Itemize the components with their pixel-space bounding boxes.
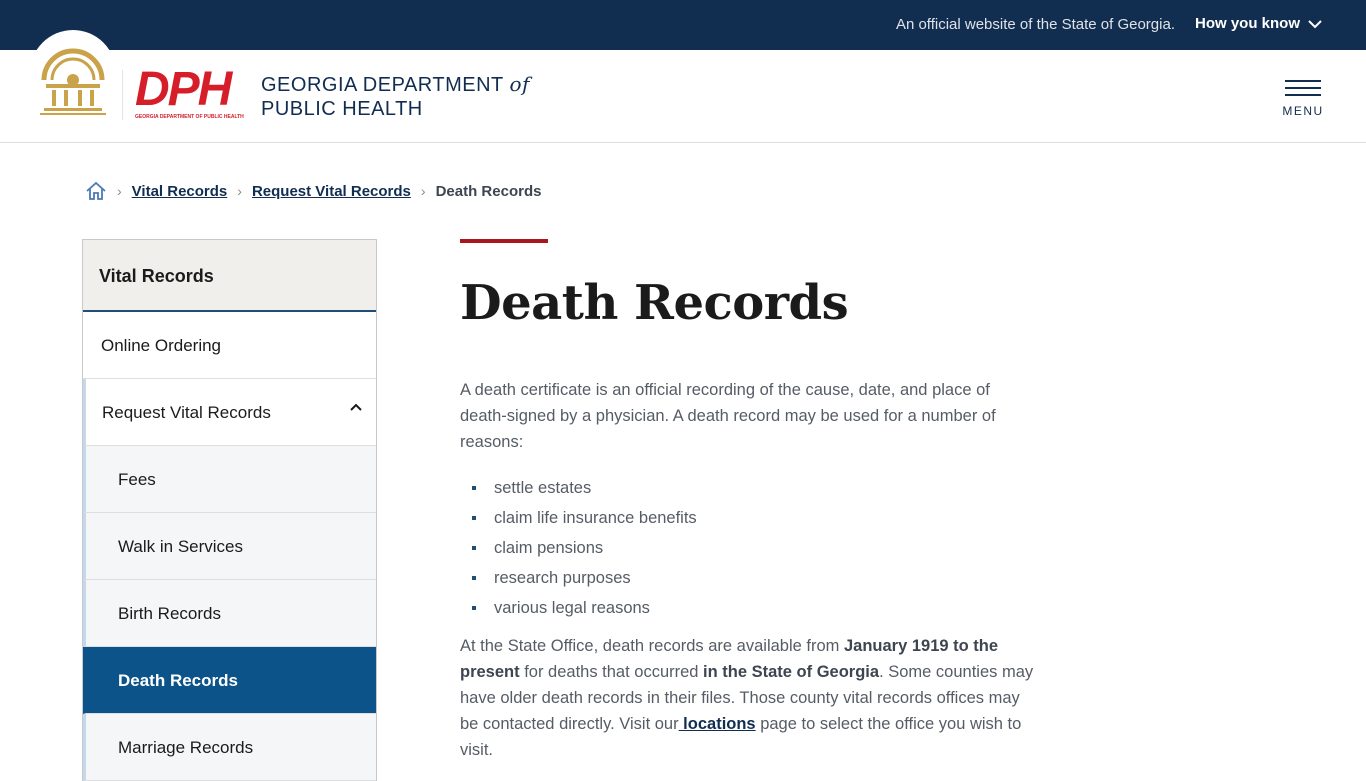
logo-divider <box>122 70 123 120</box>
chevron-up-icon[interactable] <box>350 401 362 413</box>
dph-logo-text: DPH <box>135 63 231 116</box>
breadcrumb <box>85 180 541 202</box>
site-header <box>0 50 1366 143</box>
breadcrumb-link-request-vital-records[interactable]: Request Vital Records <box>251 182 411 200</box>
sidenav-item-label: Request Vital Records <box>102 403 271 422</box>
reasons-list <box>460 473 1040 623</box>
sidenav-subitem-birth-records[interactable]: Birth Records <box>83 580 376 647</box>
sidenav-subitem-walk-in-services[interactable]: Walk in Services <box>83 513 376 580</box>
availability-text-1: At the State Office, death records are available from <box>460 637 844 655</box>
georgia-seal-logo[interactable] <box>30 30 116 116</box>
sidenav-item-request-vital-records[interactable] <box>83 379 376 446</box>
chevron-down-icon <box>1308 19 1322 29</box>
availability-scope: in the State of Georgia <box>703 663 880 681</box>
dph-logo-subtext: GEORGIA DEPARTMENT OF PUBLIC HEALTH <box>135 114 244 120</box>
home-icon[interactable] <box>85 180 107 202</box>
sidenav-subitem-marriage-records[interactable]: Marriage Records <box>83 714 376 781</box>
agency-name-line1: GEORGIA DEPARTMENT <box>261 74 504 96</box>
availability-text-4: page to select the office you wish to visit. <box>460 715 1022 759</box>
availability-paragraph <box>460 633 1040 763</box>
list-item: various legal reasons <box>460 593 1040 623</box>
agency-name-line2: PUBLIC HEALTH <box>261 98 423 120</box>
page-title: Death Records <box>460 275 849 331</box>
list-item: research purposes <box>460 563 1040 593</box>
availability-text-3: . Some counties may have older death records in their files. Those county vital records offices may be contacted directly. Visit our <box>460 663 1034 733</box>
how-you-know-label: How you know <box>1195 15 1300 32</box>
title-accent-line <box>460 239 548 243</box>
locations-link[interactable]: locations <box>678 715 756 733</box>
georgia-seal-icon <box>38 40 108 116</box>
chevron-right-icon: › <box>420 183 426 199</box>
how-you-know-button[interactable] <box>1195 15 1322 32</box>
chevron-right-icon: › <box>117 183 122 199</box>
list-item: claim life insurance benefits <box>460 503 1040 533</box>
dph-logo[interactable] <box>133 63 245 124</box>
intro-paragraph: A death certificate is an official recording of the cause, date, and place of death-signed by a physician. A death record may be used for a number of reasons: <box>460 381 996 451</box>
list-item: claim pensions <box>460 533 1040 563</box>
sidenav-subitem-death-records[interactable]: Death Records <box>83 647 376 714</box>
breadcrumb-link-vital-records[interactable]: Vital Records <box>131 182 228 200</box>
list-item: settle estates <box>460 473 1040 503</box>
availability-text-2: for deaths that occurred <box>519 663 704 681</box>
sidenav-item-online-ordering[interactable]: Online Ordering <box>83 312 376 379</box>
main-content <box>460 239 1040 763</box>
agency-name[interactable] <box>261 72 530 121</box>
breadcrumb-current: Death Records <box>435 182 542 200</box>
sidenav-heading[interactable]: Vital Records <box>83 240 376 312</box>
official-site-text: An official website of the State of Georgia. <box>895 16 1175 33</box>
menu-label: MENU <box>1282 104 1324 118</box>
side-navigation <box>82 239 377 781</box>
sidenav-subitem-fees[interactable]: Fees <box>83 446 376 513</box>
chevron-right-icon: › <box>237 183 242 199</box>
availability-date-range: January 1919 to the present <box>460 637 999 681</box>
official-banner <box>0 0 1366 50</box>
agency-name-of: of <box>509 72 530 96</box>
menu-button[interactable] <box>1278 78 1328 122</box>
